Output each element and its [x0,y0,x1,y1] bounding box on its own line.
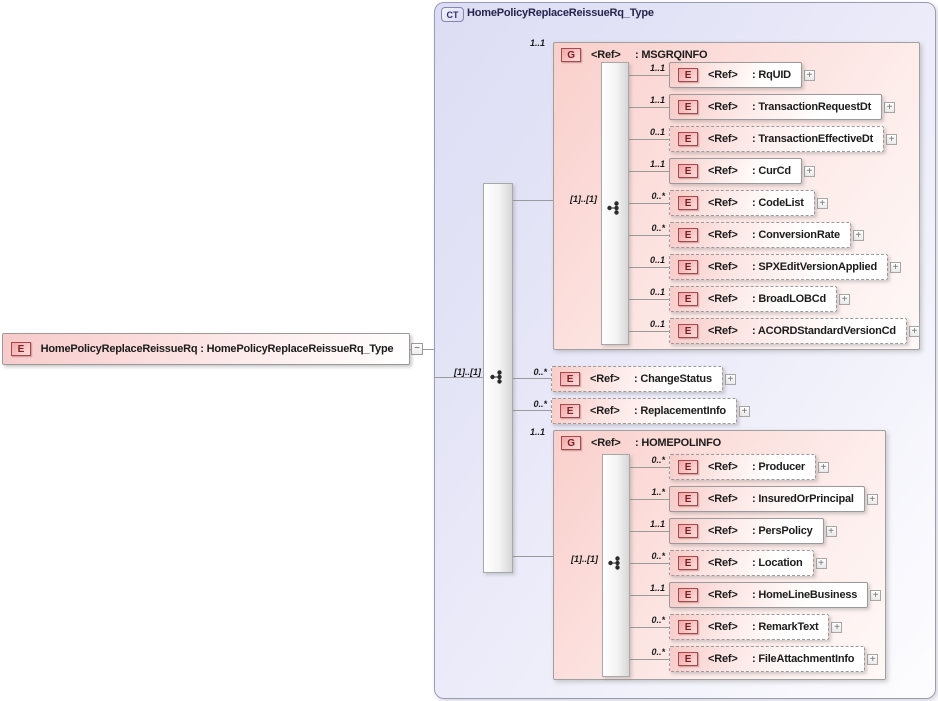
element-name: : CodeList [752,197,804,209]
element-rquid [669,62,815,88]
complex-type-icon: CT [441,7,464,22]
element-icon: E [678,68,698,82]
cardinality-label: 0..* [533,367,547,377]
ref-label: <Ref> [708,325,738,337]
ref-label: <Ref> [708,229,738,241]
ref-label: <Ref> [708,461,738,473]
ref-label: <Ref> [708,493,738,505]
ref-label: <Ref> [708,261,738,273]
expand-icon[interactable]: + [826,526,837,537]
cardinality-label: 0..1 [649,127,665,137]
sequence-icon [607,200,623,216]
element-box[interactable] [669,286,837,312]
occurs-label-homepolinfo-seq: [1]..[1] [571,554,598,564]
element-homelinebusiness [669,582,881,608]
element-icon: E [678,620,698,634]
group-icon: G [561,48,581,62]
expand-icon[interactable]: + [817,198,828,209]
element-box[interactable] [669,614,829,640]
element-name: : ChangeStatus [634,373,712,385]
element-name: : Location [752,557,803,569]
element-spxeditversionapplied [669,254,901,280]
ref-label: <Ref> [591,49,621,61]
cardinality-label: 0..* [651,455,665,465]
element-box[interactable] [669,190,815,216]
ref-label: <Ref> [590,405,620,417]
element-name: : Producer [752,461,806,473]
connector [629,299,669,300]
ref-label: <Ref> [708,293,738,305]
cardinality-label: 0..* [651,223,665,233]
element-icon: E [678,132,698,146]
connector [513,410,551,411]
ref-label: <Ref> [708,197,738,209]
element-box[interactable] [551,366,723,392]
expand-icon[interactable]: + [886,134,897,145]
expand-icon[interactable]: + [884,102,895,113]
expand-icon[interactable]: + [739,406,750,417]
cardinality-label: 1..1 [529,38,545,48]
expand-icon[interactable]: + [839,294,850,305]
element-transactionrequestdt [669,94,895,120]
expand-icon[interactable]: + [725,374,736,385]
element-fileattachmentinfo [669,646,878,672]
connector [629,75,669,76]
element-transactioneffectivedt [669,126,897,152]
group-icon: G [561,436,581,450]
cardinality-label: 0..* [651,191,665,201]
element-name: : CurCd [752,165,791,177]
cardinality-label: 0..1 [649,287,665,297]
cardinality-label: 1..1 [649,95,665,105]
element-box[interactable] [669,550,814,576]
element-icon: E [678,524,698,538]
cardinality-label: 0..1 [649,255,665,265]
expand-icon[interactable]: + [816,558,827,569]
cardinality-label: 0..* [651,615,665,625]
expand-icon[interactable]: + [867,494,878,505]
expand-icon[interactable]: + [804,70,815,81]
connector [630,627,669,628]
collapse-icon[interactable]: − [411,343,423,355]
connector [513,378,551,379]
ref-label: <Ref> [708,589,738,601]
element-box[interactable] [669,486,865,512]
cardinality-label: 1..1 [529,427,545,437]
element-name: : FileAttachmentInfo [752,653,855,665]
connector [629,171,669,172]
element-box[interactable] [669,158,802,184]
element-name: : RqUID [752,69,791,81]
element-name: : SPXEditVersionApplied [752,261,877,273]
connector [513,556,553,557]
element-icon: E [560,404,580,418]
complex-type-title: HomePolicyReplaceReissueRq_Type [467,7,654,19]
element-icon: E [678,100,698,114]
ref-label: <Ref> [590,373,620,385]
cardinality-label: 0..1 [649,319,665,329]
ref-label: <Ref> [708,621,738,633]
element-name: : RemarkText [752,621,819,633]
element-name: : BroadLOBCd [752,293,826,305]
connector [629,235,669,236]
connector [630,595,669,596]
expand-icon[interactable]: + [909,326,920,337]
element-name: : ConversionRate [752,229,840,241]
element-icon: E [678,196,698,210]
root-element[interactable] [2,333,410,365]
ref-label: <Ref> [708,525,738,537]
cardinality-label: 1..1 [649,63,665,73]
expand-icon[interactable]: + [867,654,878,665]
connector [630,499,669,500]
element-icon: E [678,588,698,602]
element-producer [669,454,829,480]
connector [629,107,669,108]
connector [434,377,483,378]
element-box[interactable] [669,454,816,480]
connector [630,531,669,532]
connector [630,467,669,468]
expand-icon[interactable]: + [870,590,881,601]
connector [629,331,669,332]
element-icon: E [678,164,698,178]
element-icon: E [11,342,31,356]
root-element-label: HomePolicyReplaceReissueRq : HomePolicyReplaceReissueRq_Type [40,342,394,355]
element-name: : ACORDStandardVersionCd [752,325,896,337]
element-icon: E [678,324,698,338]
ref-label: <Ref> [708,653,738,665]
element-remarktext [669,614,842,640]
cardinality-label: 1..1 [649,159,665,169]
element-icon: E [678,556,698,570]
connector [629,139,669,140]
element-name: : TransactionRequestDt [752,101,872,113]
ref-label: <Ref> [708,133,738,145]
ref-label: <Ref> [708,101,738,113]
expand-icon[interactable]: + [831,622,842,633]
expand-icon[interactable]: + [890,262,901,273]
connector [630,563,669,564]
element-name: : ReplacementInfo [634,405,726,417]
element-box[interactable] [669,318,907,344]
element-name: : PersPolicy [752,525,813,537]
group-msgrqinfo-header [554,43,919,62]
element-box[interactable] [669,222,851,248]
element-icon: E [678,460,698,474]
group-homepolinfo-header [554,431,885,450]
element-box[interactable] [669,254,888,280]
cardinality-label: 1..1 [649,583,665,593]
element-insuredorprincipal [669,486,878,512]
element-changestatus [551,366,736,392]
occurs-label-root-seq: [1]..[1] [454,367,481,377]
cardinality-label: 1..* [651,487,665,497]
group-name: : MSGRQINFO [635,49,708,61]
element-name: : InsuredOrPrincipal [752,493,854,505]
ref-label: <Ref> [708,557,738,569]
element-box[interactable] [669,646,865,672]
expand-icon[interactable]: + [853,230,864,241]
group-name: : HOMEPOLINFO [635,437,722,449]
sequence-icon [608,555,624,571]
element-replacementinfo [551,398,750,424]
element-box[interactable] [669,518,824,544]
cardinality-label: 0..* [533,399,547,409]
element-box[interactable] [669,582,868,608]
connector [630,659,669,660]
element-location [669,550,827,576]
element-box[interactable] [669,94,882,120]
element-box[interactable] [669,126,884,152]
element-icon: E [678,292,698,306]
cardinality-label: 0..* [651,551,665,561]
element-codelist [669,190,828,216]
cardinality-label: 0..* [651,647,665,657]
occurs-label-msgrqinfo-seq: [1]..[1] [570,194,597,204]
ref-label: <Ref> [708,69,738,81]
sequence-icon [490,369,506,385]
connector [629,203,669,204]
connector [513,200,553,201]
element-broadlobcd [669,286,850,312]
ref-label: <Ref> [591,437,621,449]
element-conversionrate [669,222,864,248]
element-box[interactable] [669,62,802,88]
element-icon: E [678,652,698,666]
cardinality-label: 1..1 [649,519,665,529]
element-icon: E [560,372,580,386]
element-box[interactable] [551,398,737,424]
element-name: : HomeLineBusiness [752,589,858,601]
element-icon: E [678,492,698,506]
element-icon: E [678,228,698,242]
element-acordstandardversioncd [669,318,920,344]
element-name: : TransactionEffectiveDt [752,133,874,145]
expand-icon[interactable]: + [804,166,815,177]
ref-label: <Ref> [708,165,738,177]
expand-icon[interactable]: + [818,462,829,473]
connector [629,267,669,268]
element-curcd [669,158,815,184]
element-icon: E [678,260,698,274]
element-perspolicy [669,518,837,544]
